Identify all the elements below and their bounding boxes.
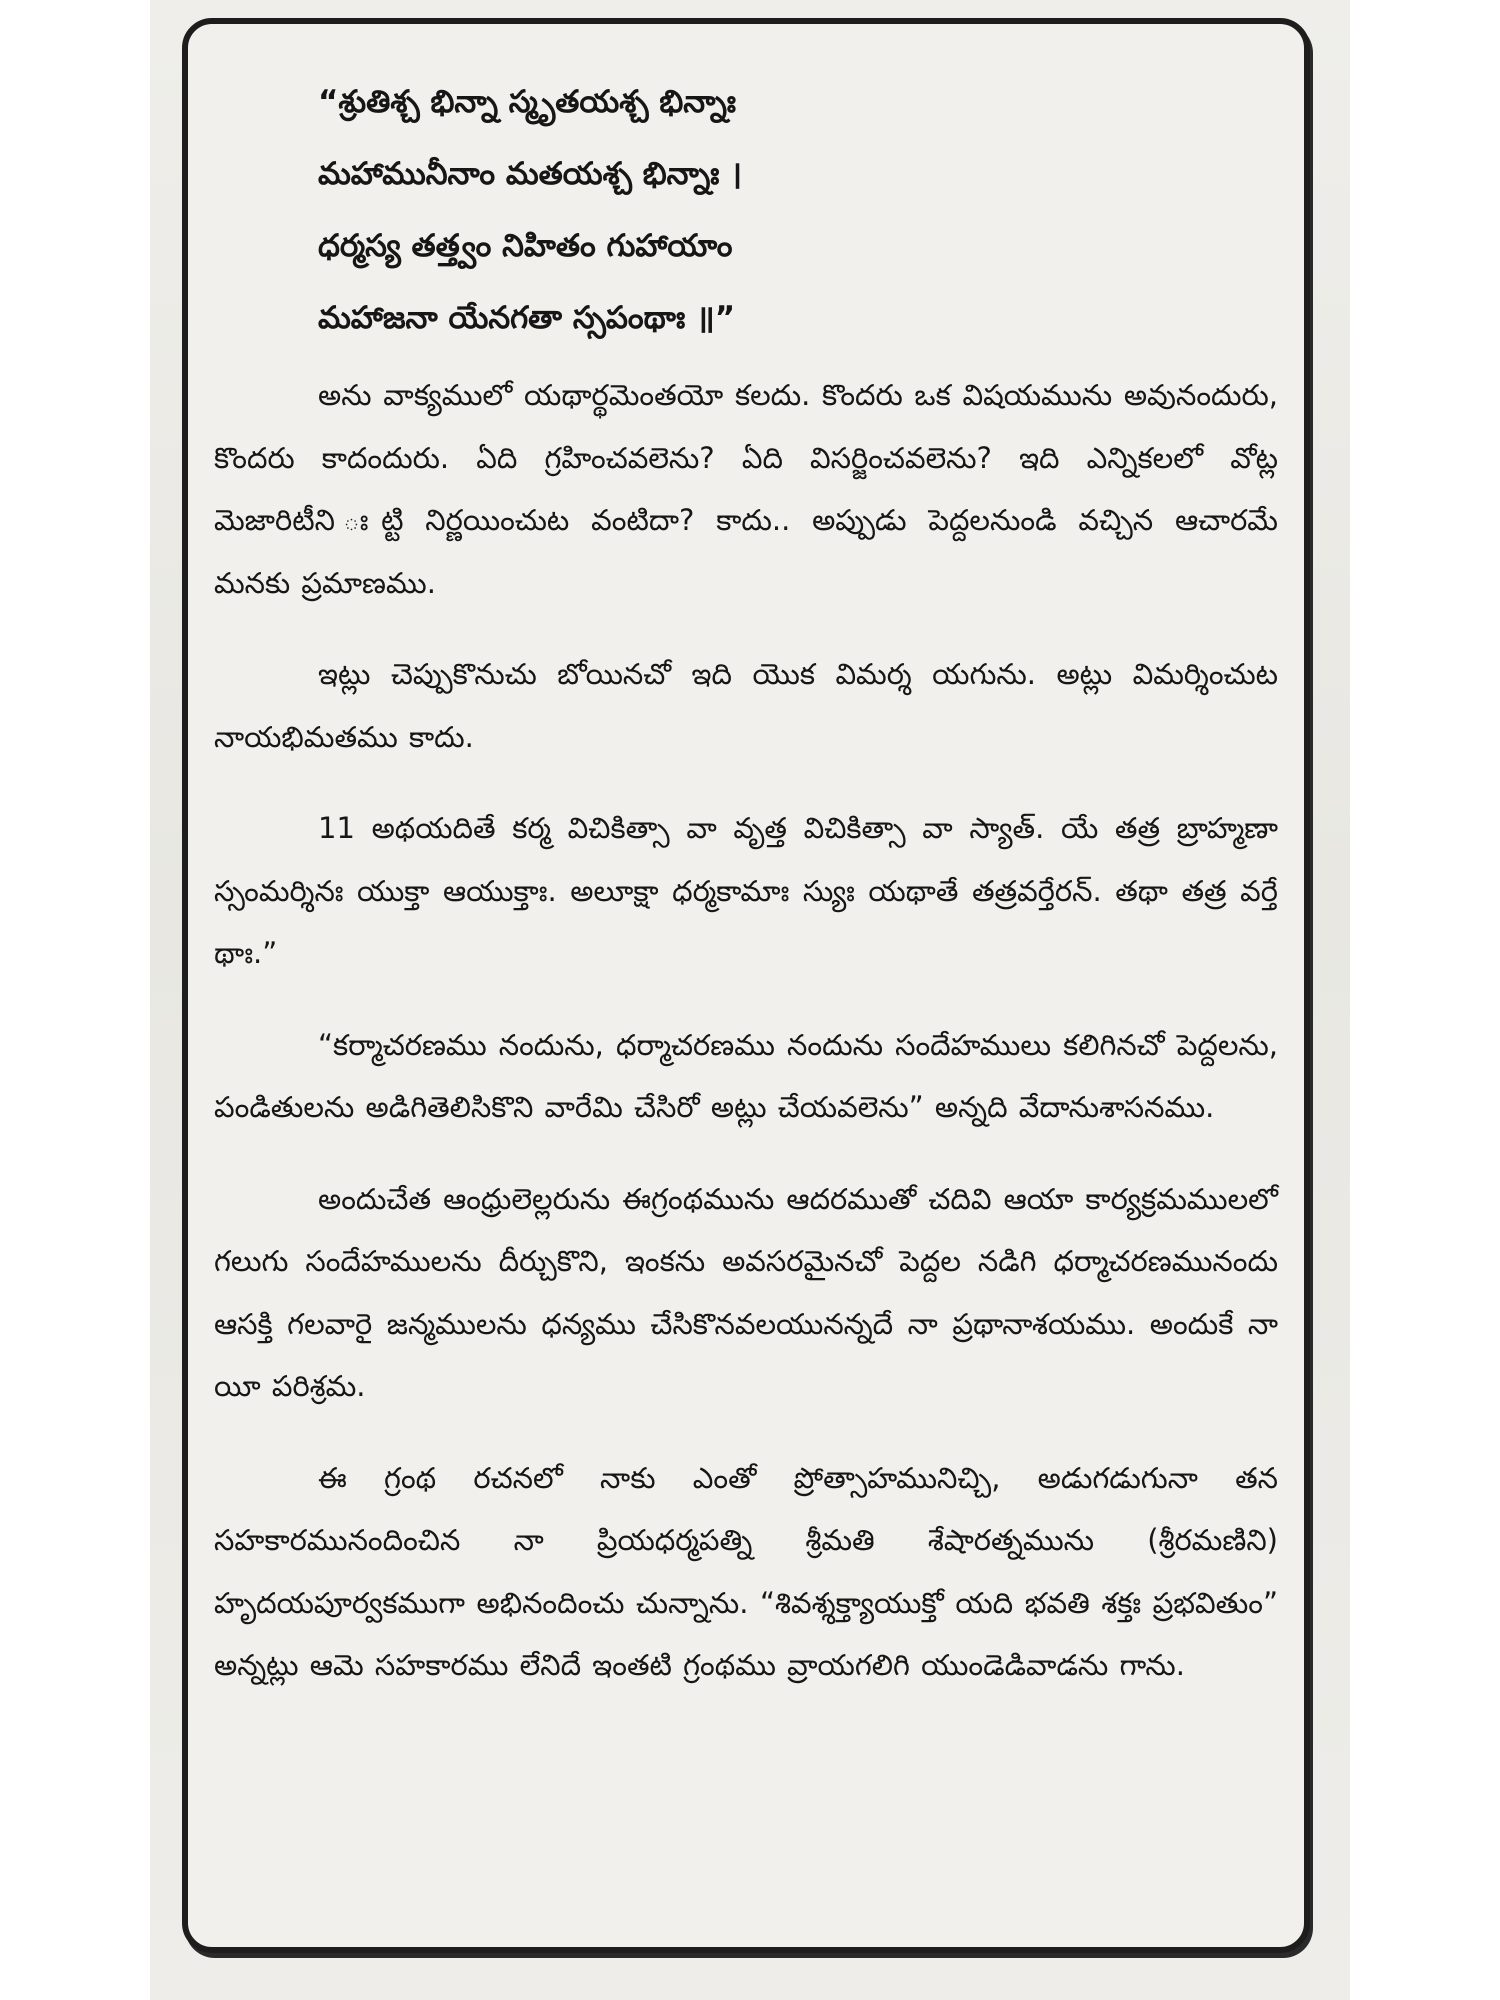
verse-line: ధర్మస్య తత్త్వం నిహితం గుహాయాం bbox=[318, 228, 733, 264]
verse-line: “శ్రుతిశ్చ భిన్నా స్మృతయశ్చ భిన్నాః bbox=[318, 84, 736, 120]
paragraph-2: ఇట్లు చెప్పుకొనుచు బోయినచో ఇది యొక విమర్శ యగును. అట్లు విమర్శించుట నాయభిమతము కాదు. bbox=[214, 657, 1278, 754]
paragraph-1: అను వాక్యములో యథార్థమెంతయో కలదు. కొందరు ఒక విషయమును అవునందురు, కొందరు కాదందురు. ఏది గ్రహించవలెను? ఏది విసర్జించవలెను? ఇది ఎన్నికలలో వోట్ల మెజారిటీని ఃట్టి నిర్ణయించుట వంటిదా? కాదు.. అప్పుడు పెద్దలనుండి వచ్చిన ఆచారమే మనకు ప్రమాణము. bbox=[214, 378, 1278, 600]
paragraph-6: ఈ గ్రంథ రచనలో నాకు ఎంతో ప్రోత్సాహమునిచ్చి, అడుగడుగునా తన సహకారమునందించిన నా ప్రియధర్మపత్ని శ్రీమతి శేషారత్నమును (శ్రీరమణిని) హృదయపూర్వకముగా అభినందించు చున్నాను. “శివశ్శక్త్యాయుక్తో యది భవతి శక్తః ప్రభవితుం” అన్నట్లు ఆమె సహకారము లేనిదే ఇంతటి గ్రంథము వ్రాయగలిగి యుండెడివాడను గాను. bbox=[214, 1460, 1278, 1682]
paragraph-5: అందుచేత ఆంధ్రులెల్లరును ఈగ్రంథమును ఆదరముతో చదివి ఆయా కార్యక్రమములలో గలుగు సందేహములను దీర్చుకొని, ఇంకను అవసరమైనచో పెద్దల నడిగి ధర్మాచరణమునందు ఆసక్తి గలవారై జన్మములను ధన్యము చేసికొనవలయునన్నదే నా ప్రథానాశయము. అందుకే నా యీ పరిశ్రమ. bbox=[214, 1181, 1278, 1403]
page-content bbox=[214, 56, 1278, 1926]
verse-line: మహామునీనాం మతయశ్చ భిన్నాః । bbox=[318, 156, 742, 192]
paragraph-4: “కర్మాచరణము నందును, ధర్మాచరణము నందును సందేహములు కలిగినచో పెద్దలను, పండితులను అడిగితెలిసికొని వారేమి చేసిరో అట్లు చేయవలెను” అన్నది వేదానుశాసనము. bbox=[214, 1027, 1278, 1124]
paragraph-3-sanskrit-quote: 11 అథయదితే కర్మ విచికిత్సా వా వృత్త విచికిత్సా వా స్యాత్. యే తత్ర బ్రాహ్మణా స్సంమర్శినః యుక్తా ఆయుక్తాః. అలూక్షా ధర్మకామాః స్యుః యథాతే తత్రవర్తేరన్. తథా తత్ర వర్తే థాః.” bbox=[214, 811, 1278, 970]
verse-line: మహాజనా యేనగతా స్సపంథాః ॥” bbox=[318, 300, 736, 336]
sanskrit-verse bbox=[318, 66, 1278, 354]
